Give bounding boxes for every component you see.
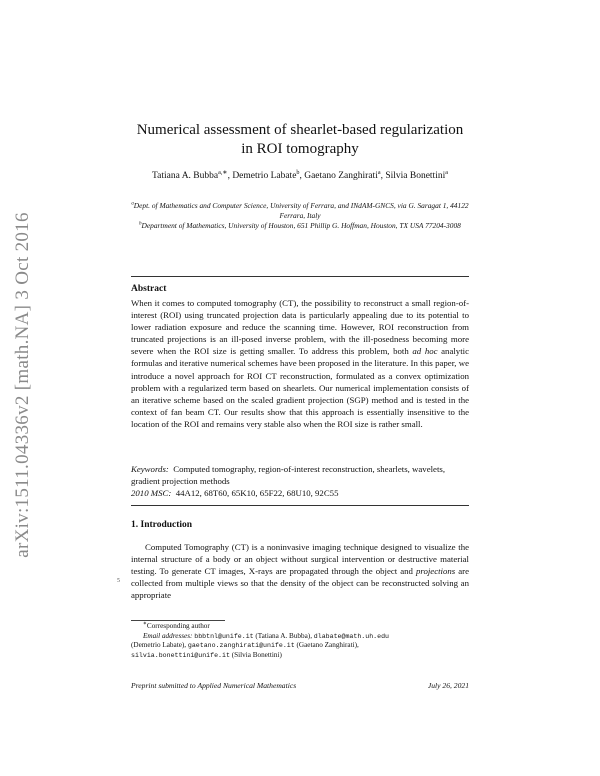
affiliation-a: $^a$Dept. of Mathematics and Computer Science, University of Ferrara, and INdAM-GNCS, via G. Saragat 1, 44122 Ferrara, Italy [131,201,469,220]
msc-text: 44A12, 68T60, 65K10, 65F22, 68U10, 92C55 [175,488,339,498]
email-link[interactable]: bbbtnl@unife.it [194,632,254,640]
abstract-heading: Abstract [131,284,167,294]
author-name: Gaetano Zanghirati [304,171,378,181]
keywords-block [131,463,469,499]
footnote: ∗Corresponding author Email addresses: bbbtnl@unife.it (Tatiana A. Bubba), dlabate@math.uh.edu (Demetrio Labate), gaetano.zanghirati@unife.it (Gaetano Zanghirati), silvia.bonettini@unife.it (Silvia Bonettini) [131,621,389,659]
title-line-1: Numerical assessment of shearlet-based regularization [136,122,464,138]
preprint-note: Preprint submitted to Applied Numerical Mathematics [131,681,297,690]
abstract-text: When it comes to computed tomography (CT), the possibility to reconstruct a small region-of-interest (ROI) using truncated projection data is particularly appealing due to its potential to lower radiation exposure and reduce the scanning time. However, ROI reconstruction from truncated projections is an ill-posed inverse problem, with the ill-posedness becoming more severe when the ROI size is getting smaller. To address this problem, both ad hoc analytic formulas and iterative numerical schemes have been proposed in the literature. In this paper, we introduce a novel approach for ROI CT reconstruction, formulated as a convex optimization problem with a regularized term based on shearlets. Our numerical implementation consists of an iterative scheme based on the scaled gradient projection (SGP) method and is tested in the context of fan beam CT. Our results show that this approach is essentially insensitive to the location of the ROI and remains very stable also when the ROI size is rather small. [131,298,469,429]
keywords-text: Computed tomography, region-of-interest reconstruction, shearlets, wavelets, gradient projection methods [131,464,446,486]
line-number: 5 [117,578,120,584]
abstract-bottom-rule [131,505,469,506]
paper-title [100,121,500,159]
author-mark: a,∗ [218,169,228,176]
abstract-top-rule [131,276,469,277]
introduction-text: Computed Tomography (CT) is a noninvasive imaging technique designed to visualize the internal structure of a body or an object without surgical intervention or destructive material testing. To generate CT images, X-rays are propagated through the object and projections are collected from multiple views so that the density of the object can be reconstructed solving an appropriate [131,542,469,601]
email-link[interactable]: dlabate@math.uh.edu [313,632,389,640]
msc-label: 2010 MSC: [131,488,172,498]
affiliation-b: $^b$Department of Mathematics, University of Houston, 651 Phillip G. Hoffman, Houston, TX USA 77204-3008 [139,221,461,230]
section-heading-introduction: 1. Introduction [131,520,193,530]
author-list: Tatiana A. Bubba$^{a,∗}$, Demetrio Labate$^b$, Gaetano Zanghirati$^a$, Silvia Bonettini$^a$ [152,169,448,181]
affiliations [118,201,482,231]
keywords-label: Keywords: [131,464,169,474]
title-line-2: in ROI tomography [241,141,359,157]
email-link[interactable]: silvia.bonettini@unife.it [131,651,230,659]
author-name: Tatiana A. Bubba [152,171,219,181]
author-mark: a [445,169,448,176]
email-link[interactable]: gaetano.zanghirati@unife.it [187,642,295,650]
author-mark: b [296,169,300,176]
author-name: Demetrio Labate [232,171,297,181]
preprint-date: July 26, 2021 [427,681,469,690]
author-mark: a [377,169,381,176]
author-name: Silvia Bonettini [385,171,446,181]
arxiv-identifier: arXiv:1511.04336v2 [math.NA] 3 Oct 2016 [12,212,33,558]
